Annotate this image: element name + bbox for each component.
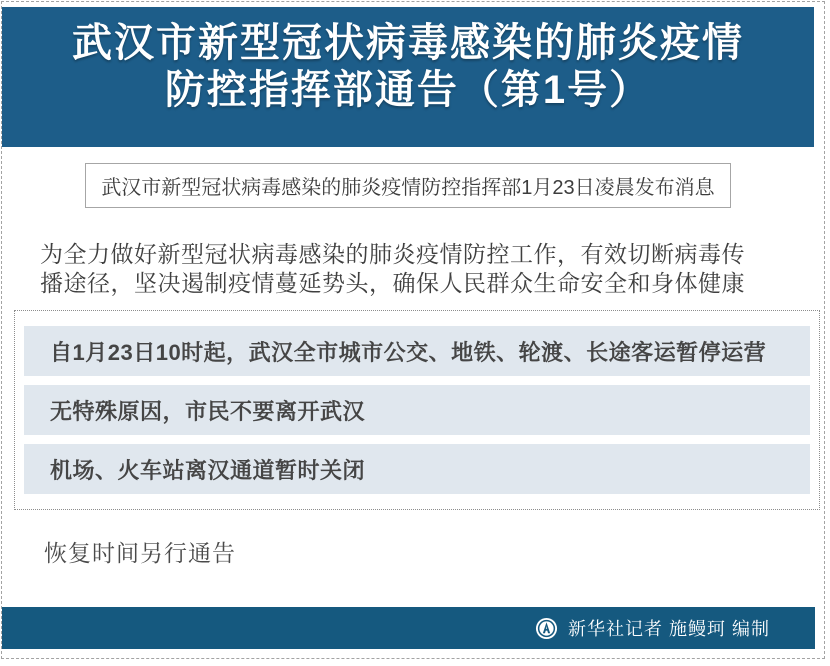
measure-item: 自1月23日10时起，武汉全市城市公交、地铁、轮渡、长途客运暂停运营: [24, 326, 810, 376]
source-banner-row: [2, 163, 814, 208]
notice-content: [2, 0, 814, 666]
notice-title-line1: 武汉市新型冠状病毒感染的肺炎疫情: [72, 21, 744, 65]
footer-credit: 新华社记者 施鳗珂 编制: [567, 619, 770, 639]
measure-item: 无特殊原因，市民不要离开武汉: [24, 385, 810, 435]
measures-box: [14, 310, 820, 510]
footer-bar: [2, 607, 815, 649]
resume-note: 恢复时间另行通告: [44, 540, 236, 566]
notice-header: [2, 7, 814, 147]
notice-title-line2: 防控指挥部通告（第1号）: [164, 68, 652, 112]
source-banner: 武汉市新型冠状病毒感染的肺炎疫情防控指挥部1月23日凌晨发布消息: [85, 163, 730, 208]
measure-item: 机场、火车站离汉通道暂时关闭: [24, 444, 810, 494]
intro-paragraph: 为全力做好新型冠状病毒感染的肺炎疫情防控工作，有效切断病毒传播途径，坚决遏制疫情蔓延势头，确保人民群众生命安全和身体健康: [40, 241, 745, 296]
xinhua-agency-logo-icon: [535, 617, 558, 640]
